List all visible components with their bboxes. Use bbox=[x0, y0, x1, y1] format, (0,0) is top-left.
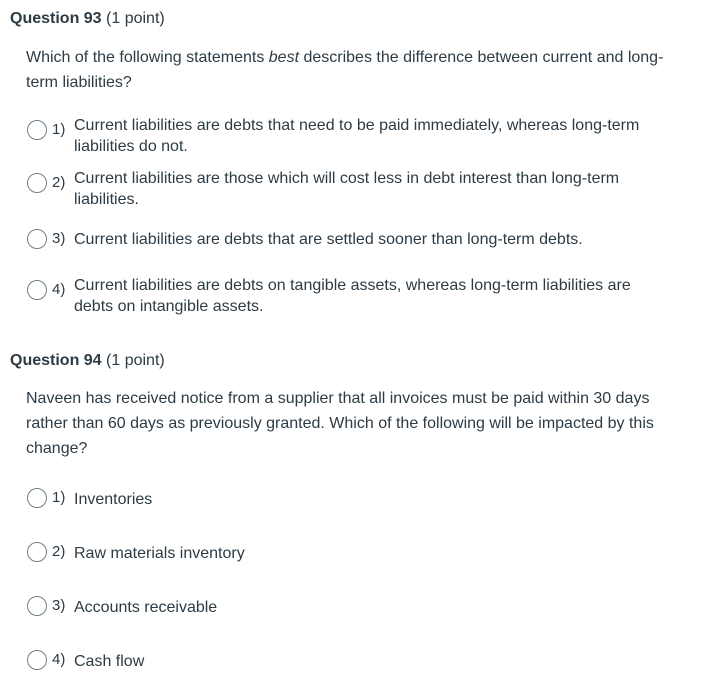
q94-answer-1[interactable] bbox=[27, 488, 677, 510]
answer-number: 1) bbox=[52, 489, 66, 506]
answer-number: 1) bbox=[52, 121, 66, 138]
q93-answer-4-radio[interactable] bbox=[27, 280, 47, 300]
q93-answer-2-radio[interactable] bbox=[27, 173, 47, 193]
q93-answer-1-radio[interactable] bbox=[27, 120, 47, 140]
q94-answer-2-radio[interactable] bbox=[27, 542, 47, 562]
q94-answer-4-radio[interactable] bbox=[27, 650, 47, 670]
prompt-emphasis: best bbox=[268, 49, 300, 66]
question-points: (1 point) bbox=[101, 352, 165, 369]
q93-answer-2[interactable] bbox=[27, 168, 677, 210]
answer-text: Accounts receivable bbox=[74, 599, 218, 616]
question-93-header bbox=[10, 10, 165, 28]
answer-text: Current liabilities are debts on tangible assets, whereas long-term liabilities are debts on intangible assets. bbox=[74, 277, 631, 315]
answer-text: Current liabilities are those which will cost less in debt interest than long-term liabilities. bbox=[74, 170, 620, 208]
q93-answer-3-radio[interactable] bbox=[27, 229, 47, 249]
answer-number: 4) bbox=[52, 651, 66, 668]
q94-answer-3[interactable] bbox=[27, 596, 677, 618]
question-94-header bbox=[10, 352, 165, 370]
question-94-prompt: Naveen has received notice from a supplier that all invoices must be paid within 30 days rather than 60 days as previously granted. Which of the following will be impacted by this change? bbox=[26, 390, 654, 457]
q94-answer-4[interactable] bbox=[27, 650, 677, 672]
answer-text: Current liabilities are debts that are settled sooner than long-term debts. bbox=[74, 231, 583, 248]
q93-answer-4[interactable] bbox=[27, 275, 677, 317]
answer-text: Current liabilities are debts that need to be paid immediately, whereas long-term liabilities do not. bbox=[74, 117, 640, 155]
question-title: Question 93 bbox=[10, 10, 102, 27]
answer-text: Cash flow bbox=[74, 653, 145, 670]
answer-number: 4) bbox=[52, 281, 66, 298]
answer-number: 2) bbox=[52, 543, 66, 560]
answer-number: 3) bbox=[52, 597, 66, 614]
q94-answer-3-radio[interactable] bbox=[27, 596, 47, 616]
question-title: Question 94 bbox=[10, 352, 102, 369]
q93-answer-3[interactable] bbox=[27, 229, 677, 250]
q93-answer-1[interactable] bbox=[27, 115, 677, 157]
question-points: (1 point) bbox=[101, 10, 165, 27]
q94-answer-2[interactable] bbox=[27, 542, 677, 564]
q94-answer-1-radio[interactable] bbox=[27, 488, 47, 508]
answer-number: 3) bbox=[52, 230, 66, 247]
answer-text: Raw materials inventory bbox=[74, 545, 245, 562]
answer-number: 2) bbox=[52, 174, 66, 191]
question-93-prompt: Which of the following statements best describes the difference between current and long-term liabilities? bbox=[26, 49, 664, 91]
answer-text: Inventories bbox=[74, 491, 153, 508]
